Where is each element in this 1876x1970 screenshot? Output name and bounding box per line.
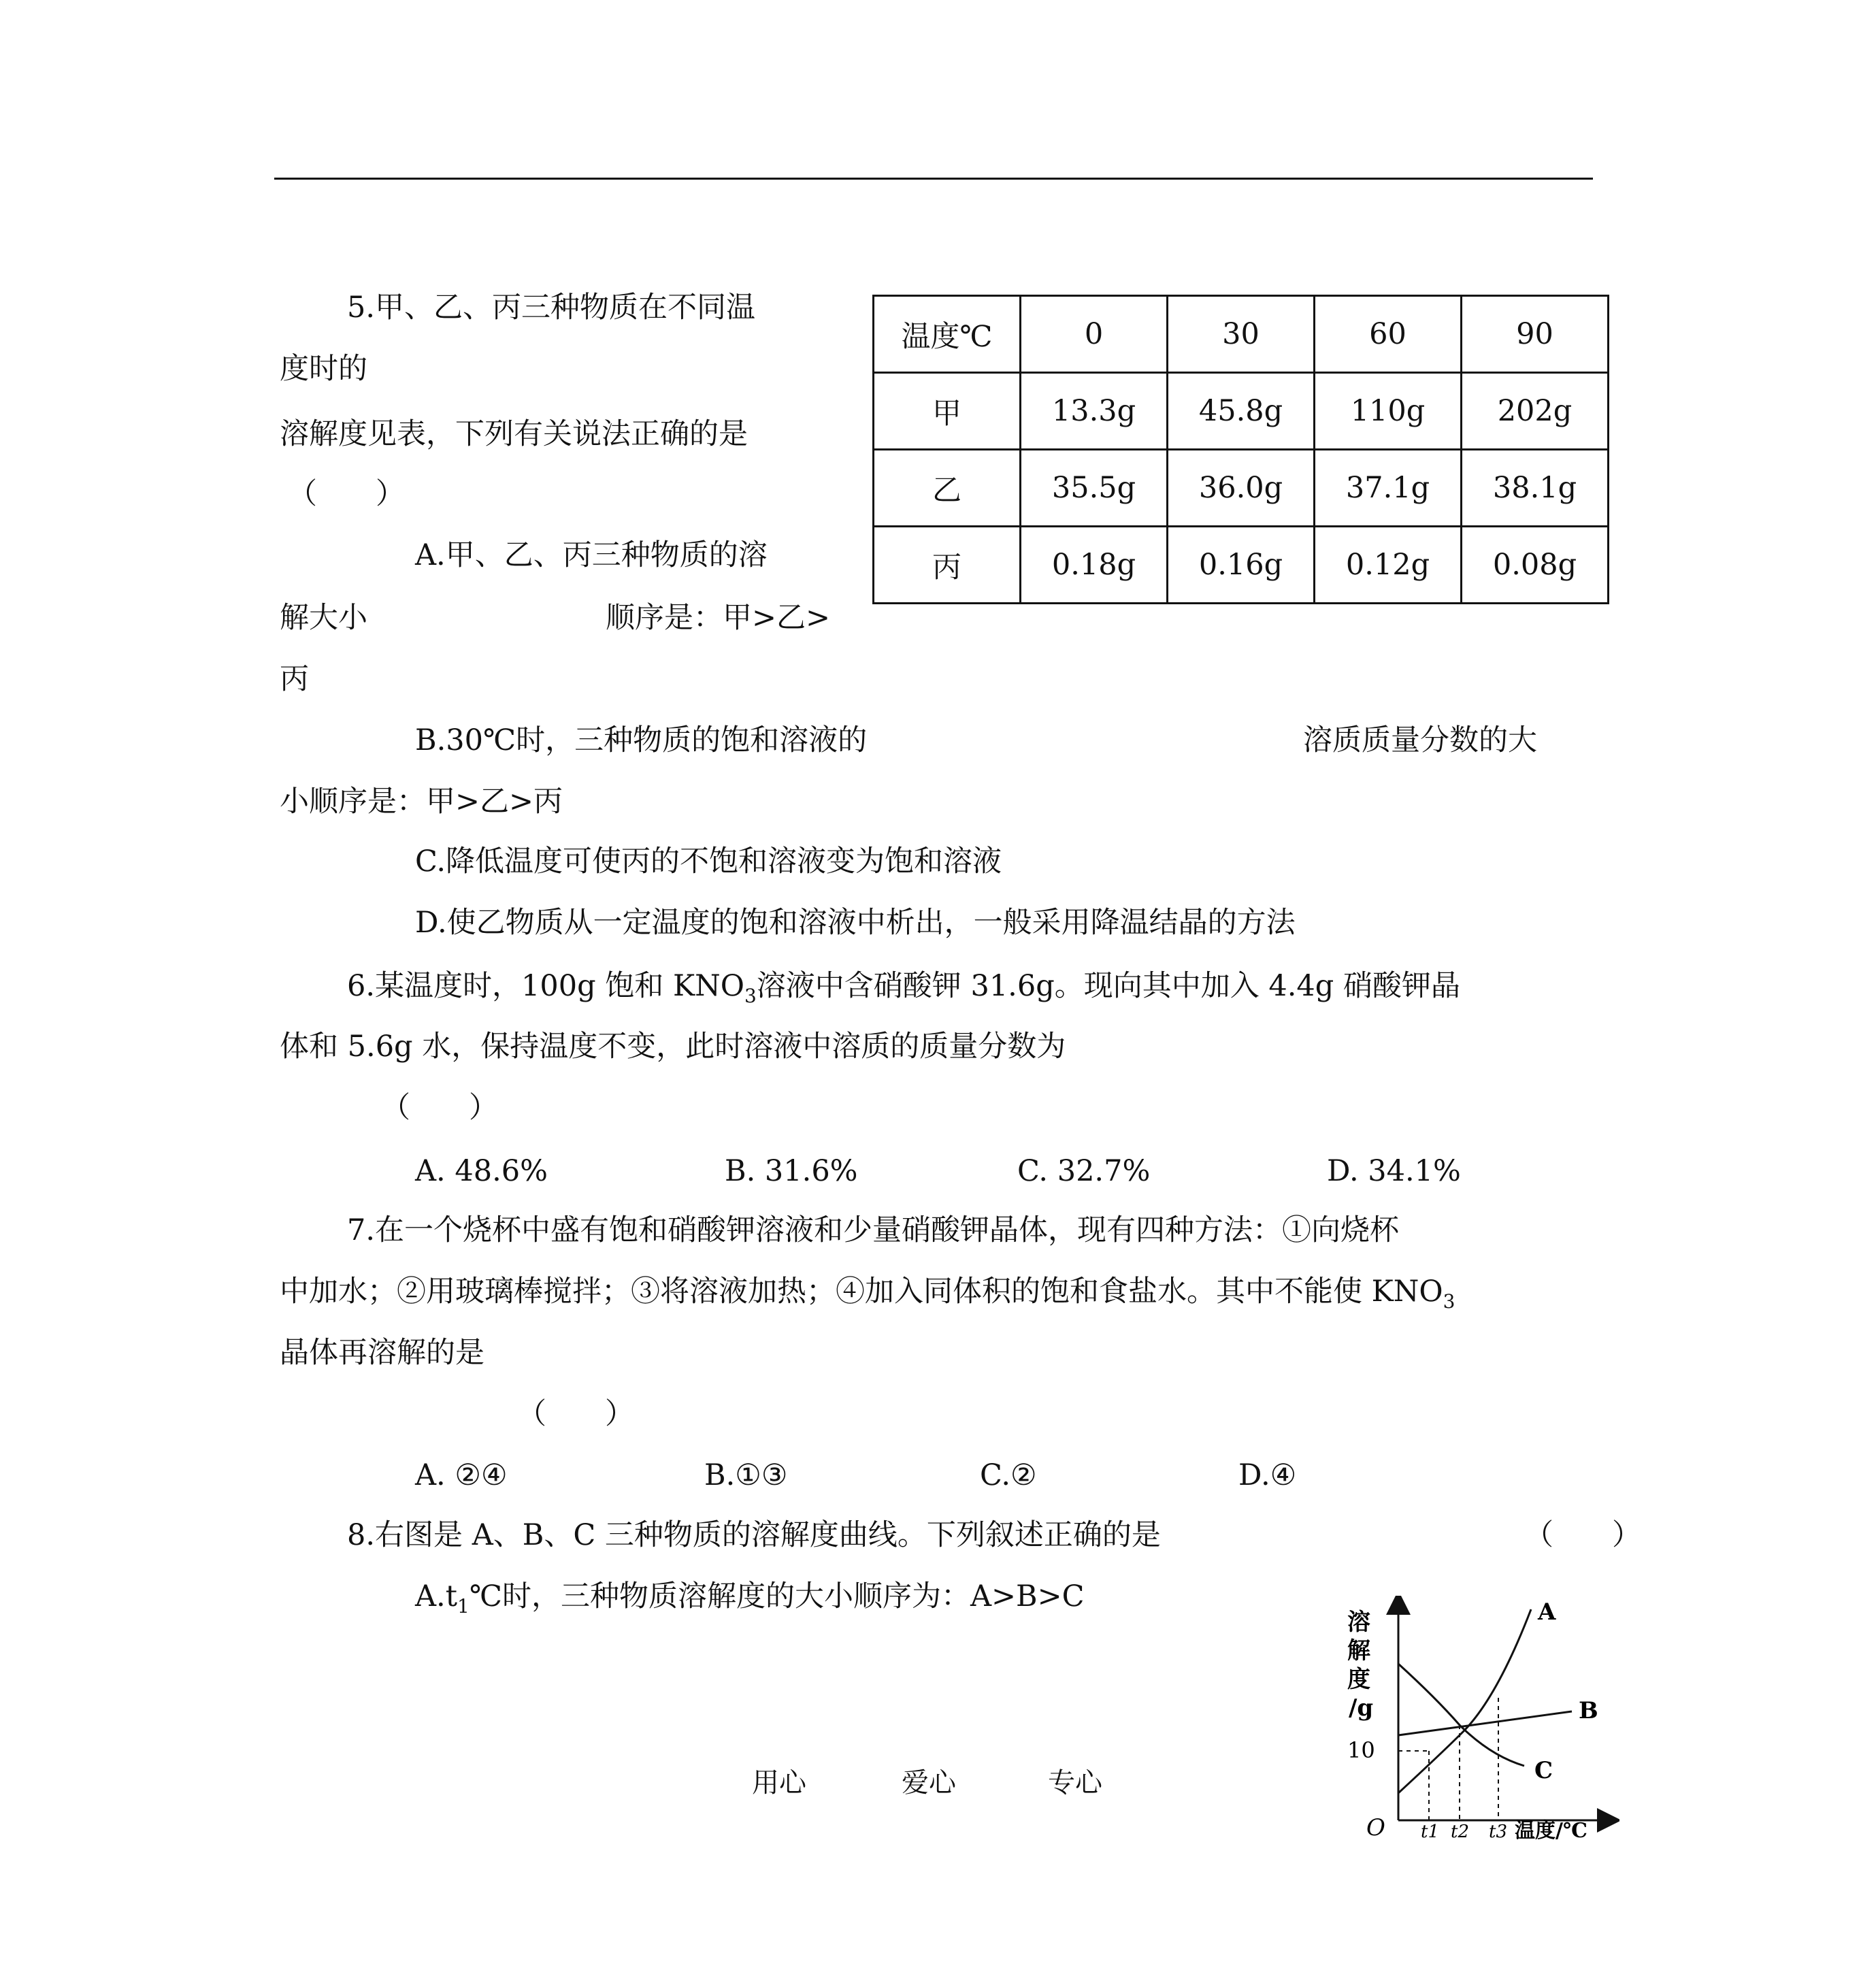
q6-option-d: D. 34.1% bbox=[1327, 1154, 1461, 1188]
q5-option-a-line2a: 解大小 bbox=[280, 601, 367, 635]
q8-subscript: 1 bbox=[457, 1595, 470, 1618]
q6-option-c: C. 32.7% bbox=[1017, 1154, 1151, 1188]
solubility-table bbox=[872, 295, 1609, 604]
table-value-cell: 202g bbox=[1462, 373, 1609, 450]
q5-option-c: C.降低温度可使丙的不饱和溶液变为饱和溶液 bbox=[415, 844, 1002, 879]
q5-option-a-line2b: 顺序是：甲>乙> bbox=[606, 601, 831, 635]
x-axis-label: 温度/℃ bbox=[1515, 1819, 1587, 1841]
q5-answer-blank: （ ） bbox=[288, 477, 405, 511]
table-value-cell: 0.08g bbox=[1462, 527, 1609, 604]
q5-stem-line2: 度时的 bbox=[280, 352, 367, 386]
q7-line2-a: 中加水；②用玻璃棒搅拌；③将溶液加热；④加入同体积的饱和食盐水。其中不能使 KNO bbox=[280, 1275, 1443, 1309]
footer-item-1: 用心 bbox=[752, 1767, 806, 1799]
q7-option-b: B.①③ bbox=[704, 1458, 788, 1492]
table-row bbox=[874, 527, 1609, 604]
curve-a-label: A bbox=[1538, 1598, 1556, 1626]
q8-option-a-prefix: A.t bbox=[415, 1579, 458, 1613]
q5-option-a-line3: 丙 bbox=[280, 662, 309, 696]
q6-option-b: B. 31.6% bbox=[725, 1154, 858, 1188]
q6-answer-blank: （ ） bbox=[381, 1091, 498, 1125]
footer-item-3: 专心 bbox=[1048, 1767, 1102, 1799]
table-substance-cell: 丙 bbox=[874, 527, 1021, 604]
y-tick-10: 10 bbox=[1347, 1737, 1375, 1763]
table-header-row bbox=[874, 296, 1609, 373]
footer-item-2: 爱心 bbox=[902, 1767, 956, 1799]
q7-line2 bbox=[280, 1274, 1455, 1313]
q8-option-a-text: ℃时，三种物质溶解度的大小顺序为：A>B>C bbox=[469, 1579, 1085, 1613]
solubility-curve-figure bbox=[1334, 1596, 1619, 1841]
table-value-cell: 0.12g bbox=[1315, 527, 1462, 604]
q8-option-a bbox=[415, 1579, 1085, 1618]
table-substance-cell: 甲 bbox=[874, 373, 1021, 450]
table-value-cell: 110g bbox=[1315, 373, 1462, 450]
q6-subscript: 3 bbox=[744, 985, 757, 1007]
q8-answer-blank: （ ） bbox=[1524, 1518, 1641, 1552]
q7-option-a: A. ②④ bbox=[415, 1458, 508, 1492]
q6-line1-b: 溶液中含硝酸钾 31.6g。现向其中加入 4.4g 硝酸钾晶 bbox=[756, 969, 1460, 1003]
table-value-cell: 0.16g bbox=[1168, 527, 1315, 604]
q6-line1 bbox=[347, 968, 1460, 1007]
q5-option-b-line2: 小顺序是：甲>乙>丙 bbox=[280, 785, 563, 819]
table-row bbox=[874, 450, 1609, 527]
table-temp-cell: 90 bbox=[1462, 296, 1609, 373]
table-value-cell: 37.1g bbox=[1315, 450, 1462, 527]
curve-b bbox=[1398, 1711, 1572, 1735]
header-rule bbox=[274, 178, 1593, 180]
q5-option-a-line1: A.甲、乙、丙三种物质的溶 bbox=[415, 538, 768, 572]
table-temp-cell: 60 bbox=[1315, 296, 1462, 373]
t2-label: t2 bbox=[1451, 1822, 1469, 1841]
y-axis-label-3: 度 bbox=[1347, 1666, 1370, 1693]
table-value-cell: 0.18g bbox=[1021, 527, 1168, 604]
t3-label: t3 bbox=[1489, 1822, 1507, 1841]
q6-line1-a: 6.某温度时，100g 饱和 KNO bbox=[347, 969, 744, 1003]
y-axis-label-4: /g bbox=[1349, 1694, 1374, 1722]
origin-label: O bbox=[1366, 1814, 1385, 1841]
q6-option-a: A. 48.6% bbox=[415, 1154, 548, 1188]
q6-line2: 体和 5.6g 水，保持温度不变，此时溶液中溶质的质量分数为 bbox=[280, 1030, 1066, 1064]
table-temp-cell: 30 bbox=[1168, 296, 1315, 373]
q5-option-d: D.使乙物质从一定温度的饱和溶液中析出，一般采用降温结晶的方法 bbox=[415, 906, 1296, 940]
q7-answer-blank: （ ） bbox=[517, 1397, 634, 1431]
q5-option-b-line1a: B.30℃时，三种物质的饱和溶液的 bbox=[415, 723, 868, 757]
q7-option-d: D.④ bbox=[1238, 1458, 1297, 1492]
table-temp-cell: 0 bbox=[1021, 296, 1168, 373]
table-value-cell: 35.5g bbox=[1021, 450, 1168, 527]
q7-option-c: C.② bbox=[980, 1458, 1037, 1492]
table-substance-cell: 乙 bbox=[874, 450, 1021, 527]
q5-option-b-line1b: 溶质质量分数的大 bbox=[1303, 723, 1537, 757]
curve-b-label: B bbox=[1579, 1697, 1598, 1724]
q7-subscript: 3 bbox=[1443, 1290, 1455, 1313]
table-value-cell: 36.0g bbox=[1168, 450, 1315, 527]
t1-label: t1 bbox=[1421, 1822, 1439, 1841]
y-axis-label-2: 解 bbox=[1347, 1637, 1370, 1664]
table-value-cell: 13.3g bbox=[1021, 373, 1168, 450]
q5-stem-line1: 5.甲、乙、丙三种物质在不同温 bbox=[347, 291, 756, 325]
curve-c-label: C bbox=[1534, 1757, 1553, 1784]
table-row bbox=[874, 373, 1609, 450]
q8-stem: 8.右图是 A、B、C 三种物质的溶解度曲线。下列叙述正确的是 bbox=[347, 1518, 1161, 1552]
q7-line3: 晶体再溶解的是 bbox=[280, 1336, 484, 1370]
table-value-cell: 45.8g bbox=[1168, 373, 1315, 450]
curve-a bbox=[1398, 1609, 1531, 1793]
q7-line1: 7.在一个烧杯中盛有饱和硝酸钾溶液和少量硝酸钾晶体，现有四种方法：①向烧杯 bbox=[347, 1213, 1400, 1247]
y-axis-label-1: 溶 bbox=[1347, 1609, 1370, 1636]
table-corner-cell: 温度℃ bbox=[874, 296, 1021, 373]
table-value-cell: 38.1g bbox=[1462, 450, 1609, 527]
q5-stem-line3: 溶解度见表，下列有关说法正确的是 bbox=[280, 417, 748, 451]
